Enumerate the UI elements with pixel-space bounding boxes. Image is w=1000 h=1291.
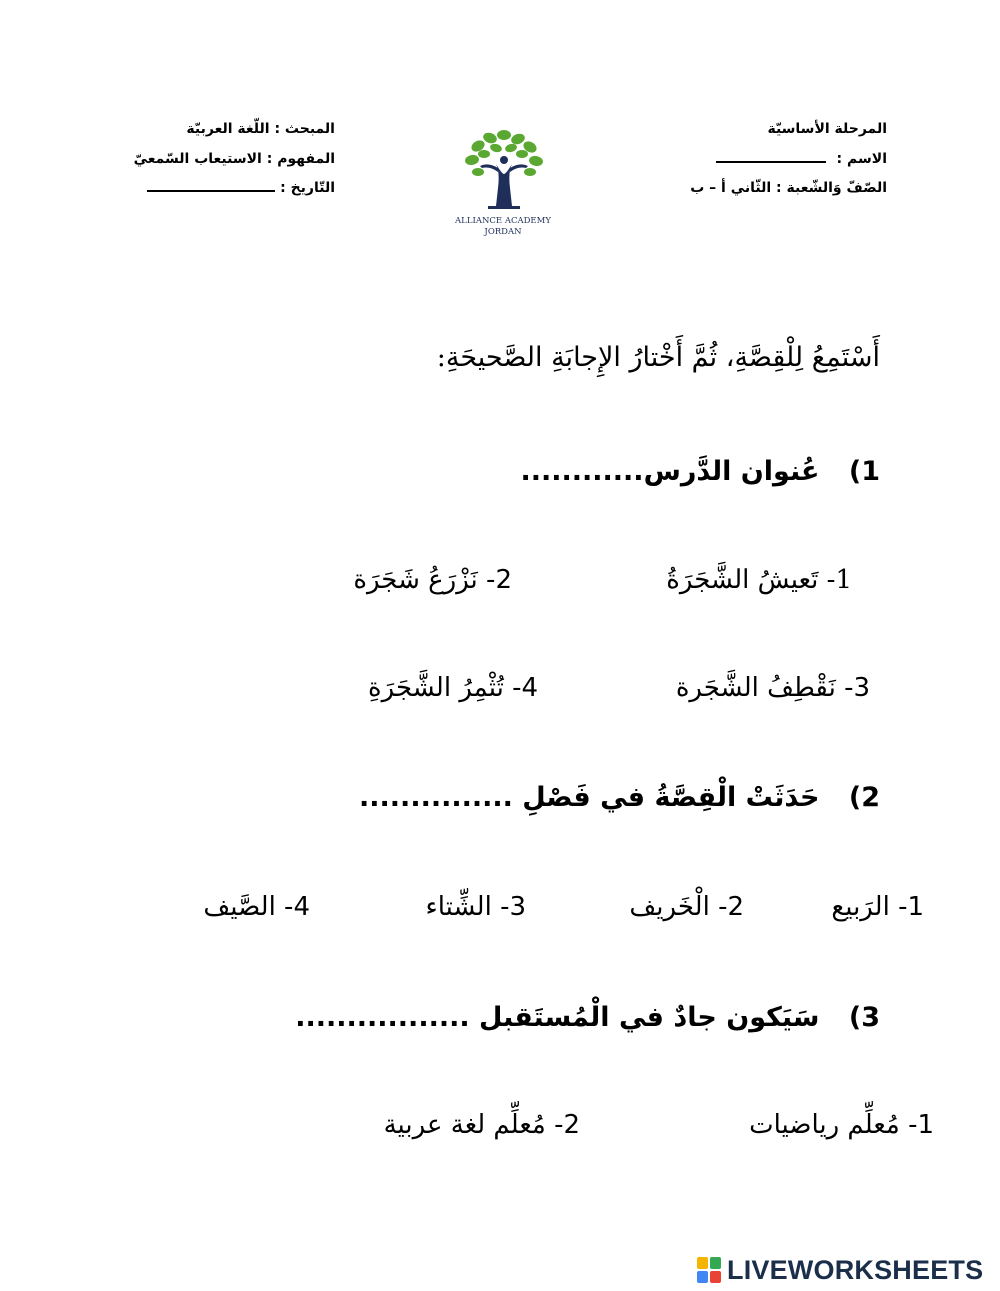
liveworksheets-logo-icon	[697, 1257, 721, 1283]
q1-option-3[interactable]: 3- نَقْطِفُ الشَّجَرة	[675, 673, 870, 703]
q2-option-4[interactable]: 4- الصَّيف	[203, 892, 310, 922]
date-blank-line[interactable]	[147, 190, 275, 192]
q3-option-1[interactable]: 1- مُعلِّم رياضيات	[749, 1110, 934, 1140]
q3-option-2[interactable]: 2- مُعلِّم لغة عربية	[383, 1110, 580, 1140]
q1-option-4[interactable]: 4- تُثْمِرُ الشَّجَرَةِ	[367, 673, 538, 703]
concept-label: المفهوم : الاستيعاب السّمعيّ	[133, 151, 335, 167]
question-1	[520, 456, 880, 487]
question-text: عُنوان الدَّرس............	[520, 456, 820, 487]
question-number: 1)	[848, 456, 880, 487]
question-3	[295, 1002, 880, 1033]
logo-text-line1: ALLIANCE ACADEMY	[455, 216, 551, 226]
date-label: التّاريخ :	[280, 180, 335, 196]
subject-label: المبحث : اللّغة العربيّة	[186, 121, 335, 137]
name-blank-line[interactable]	[716, 161, 826, 163]
tree-logo-icon	[448, 128, 558, 240]
q1-option-2[interactable]: 2- نَزْرَعُ شَجَرَة	[353, 565, 512, 595]
school-logo	[448, 128, 558, 240]
name-label: الاسم :	[836, 151, 887, 167]
question-2	[359, 782, 880, 813]
logo-text-line2: JORDAN	[484, 227, 522, 237]
name-field-row	[716, 151, 887, 167]
question-text: حَدَثَتْ الْقِصَّةُ في فَصْلِ ...............	[359, 782, 820, 813]
q1-option-1[interactable]: 1- تَعيشُ الشَّجَرَةُ	[666, 565, 852, 595]
q2-option-3[interactable]: 3- الشِّتاء	[425, 892, 526, 922]
liveworksheets-text: LIVEWORKSHEETS	[727, 1254, 984, 1285]
liveworksheets-brand	[697, 1254, 983, 1286]
q2-option-2[interactable]: 2- الْخَريف	[629, 892, 744, 922]
instruction-text: أَسْتَمِعُ لِلْقِصَّةِ، ثُمَّ أَخْتارُ الإِجابَةِ الصَّحيحَةِ:	[436, 342, 880, 373]
q2-option-1[interactable]: 1- الرَبيع	[831, 892, 924, 922]
question-text: سَيَكون جادٌ في الْمُستَقبل .................	[295, 1002, 820, 1033]
question-number: 3)	[848, 1002, 880, 1033]
class-label: الصّفّ وَالشّعبة : الثّاني أ – ب	[690, 180, 887, 196]
stage-label: المرحلة الأساسيّة	[767, 121, 887, 137]
date-field-row	[147, 180, 335, 196]
question-number: 2)	[848, 782, 880, 813]
